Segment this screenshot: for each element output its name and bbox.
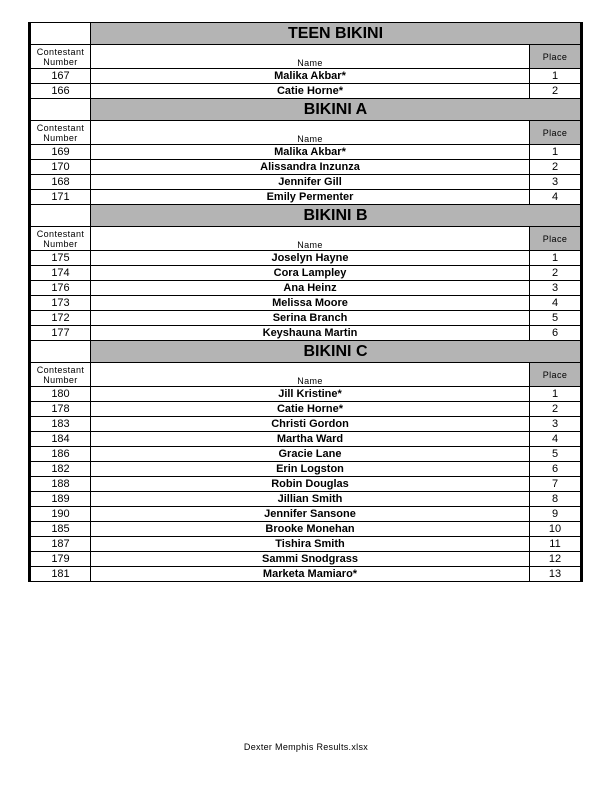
section-title-row xyxy=(30,23,582,45)
contestant-name: Alissandra Inzunza xyxy=(91,160,530,175)
table-row xyxy=(30,311,582,326)
section-title-row xyxy=(30,205,582,227)
place: 3 xyxy=(530,281,582,296)
contestant-number: 178 xyxy=(30,402,91,417)
contestant-name: Gracie Lane xyxy=(91,447,530,462)
table-row xyxy=(30,326,582,341)
contestant-name: Jillian Smith xyxy=(91,492,530,507)
contestant-number: 189 xyxy=(30,492,91,507)
table-row xyxy=(30,492,582,507)
section-title-row xyxy=(30,341,582,363)
place: 10 xyxy=(530,522,582,537)
table-row xyxy=(30,402,582,417)
contestant-number: 183 xyxy=(30,417,91,432)
table-row xyxy=(30,175,582,190)
contestant-name: Joselyn Hayne xyxy=(91,251,530,266)
header-name: Name xyxy=(91,363,530,387)
table-row xyxy=(30,251,582,266)
header-name: Name xyxy=(91,227,530,251)
place: 3 xyxy=(530,175,582,190)
contestant-name: Malika Akbar* xyxy=(91,69,530,84)
contestant-name: Marketa Mamiaro* xyxy=(91,567,530,582)
results-table xyxy=(28,22,583,582)
table-row xyxy=(30,537,582,552)
header-contestant-number: Contestant Number xyxy=(30,121,91,145)
contestant-name: Jill Kristine* xyxy=(91,387,530,402)
header-place: Place xyxy=(530,227,582,251)
place: 4 xyxy=(530,190,582,205)
place: 6 xyxy=(530,462,582,477)
table-row xyxy=(30,507,582,522)
table-row xyxy=(30,160,582,175)
place: 2 xyxy=(530,402,582,417)
contestant-name: Jennifer Sansone xyxy=(91,507,530,522)
table-row xyxy=(30,281,582,296)
contestant-name: Keyshauna Martin xyxy=(91,326,530,341)
table-row xyxy=(30,552,582,567)
place: 3 xyxy=(530,417,582,432)
contestant-number: 190 xyxy=(30,507,91,522)
place: 9 xyxy=(530,507,582,522)
table-row xyxy=(30,477,582,492)
contestant-name: Cora Lampley xyxy=(91,266,530,281)
table-row xyxy=(30,462,582,477)
contestant-name: Catie Horne* xyxy=(91,402,530,417)
header-name: Name xyxy=(91,45,530,69)
section-title-row xyxy=(30,99,582,121)
contestant-name: Malika Akbar* xyxy=(91,145,530,160)
table-row xyxy=(30,190,582,205)
place: 1 xyxy=(530,387,582,402)
contestant-number: 171 xyxy=(30,190,91,205)
place: 7 xyxy=(530,477,582,492)
contestant-name: Melissa Moore xyxy=(91,296,530,311)
contestant-number: 172 xyxy=(30,311,91,326)
contestant-name: Robin Douglas xyxy=(91,477,530,492)
section-title: BIKINI C xyxy=(91,341,582,363)
place: 4 xyxy=(530,432,582,447)
contestant-number: 175 xyxy=(30,251,91,266)
contestant-name: Tishira Smith xyxy=(91,537,530,552)
table-row xyxy=(30,387,582,402)
contestant-number: 180 xyxy=(30,387,91,402)
place: 1 xyxy=(530,145,582,160)
place: 5 xyxy=(530,447,582,462)
header-name: Name xyxy=(91,121,530,145)
footer-filename: Dexter Memphis Results.xlsx xyxy=(243,742,369,752)
header-contestant-number: Contestant Number xyxy=(30,45,91,69)
contestant-number: 173 xyxy=(30,296,91,311)
table-row xyxy=(30,417,582,432)
contestant-number: 170 xyxy=(30,160,91,175)
contestant-number: 182 xyxy=(30,462,91,477)
contestant-name: Emily Permenter xyxy=(91,190,530,205)
section-title: BIKINI B xyxy=(91,205,582,227)
table-row xyxy=(30,522,582,537)
contestant-number: 184 xyxy=(30,432,91,447)
header-row xyxy=(30,227,582,251)
contestant-number: 181 xyxy=(30,567,91,582)
contestant-number: 167 xyxy=(30,69,91,84)
header-place: Place xyxy=(530,45,582,69)
table-row xyxy=(30,447,582,462)
contestant-number: 169 xyxy=(30,145,91,160)
place: 6 xyxy=(530,326,582,341)
contestant-number: 176 xyxy=(30,281,91,296)
contestant-number: 168 xyxy=(30,175,91,190)
place: 4 xyxy=(530,296,582,311)
contestant-number: 185 xyxy=(30,522,91,537)
contestant-number: 187 xyxy=(30,537,91,552)
table-row xyxy=(30,432,582,447)
contestant-name: Brooke Monehan xyxy=(91,522,530,537)
header-row xyxy=(30,121,582,145)
contestant-name: Sammi Snodgrass xyxy=(91,552,530,567)
contestant-name: Serina Branch xyxy=(91,311,530,326)
contestant-name: Martha Ward xyxy=(91,432,530,447)
contestant-name: Ana Heinz xyxy=(91,281,530,296)
contestant-number: 186 xyxy=(30,447,91,462)
place: 2 xyxy=(530,160,582,175)
contestant-number: 179 xyxy=(30,552,91,567)
contestant-number: 177 xyxy=(30,326,91,341)
place: 5 xyxy=(530,311,582,326)
table-row xyxy=(30,84,582,99)
contestant-name: Jennifer Gill xyxy=(91,175,530,190)
table-row xyxy=(30,567,582,582)
place: 12 xyxy=(530,552,582,567)
table-row xyxy=(30,145,582,160)
place: 1 xyxy=(530,69,582,84)
contestant-number: 174 xyxy=(30,266,91,281)
place: 1 xyxy=(530,251,582,266)
contestant-name: Christi Gordon xyxy=(91,417,530,432)
section-title: BIKINI A xyxy=(91,99,582,121)
place: 2 xyxy=(530,84,582,99)
header-row xyxy=(30,45,582,69)
header-contestant-number: Contestant Number xyxy=(30,227,91,251)
place: 11 xyxy=(530,537,582,552)
table-row xyxy=(30,296,582,311)
place: 8 xyxy=(530,492,582,507)
contestant-number: 166 xyxy=(30,84,91,99)
table-row xyxy=(30,69,582,84)
header-place: Place xyxy=(530,121,582,145)
section-title: TEEN BIKINI xyxy=(91,23,582,45)
contestant-name: Catie Horne* xyxy=(91,84,530,99)
contestant-name: Erin Logston xyxy=(91,462,530,477)
table-row xyxy=(30,266,582,281)
header-row xyxy=(30,363,582,387)
header-contestant-number: Contestant Number xyxy=(30,363,91,387)
header-place: Place xyxy=(530,363,582,387)
place: 2 xyxy=(530,266,582,281)
place: 13 xyxy=(530,567,582,582)
contestant-number: 188 xyxy=(30,477,91,492)
